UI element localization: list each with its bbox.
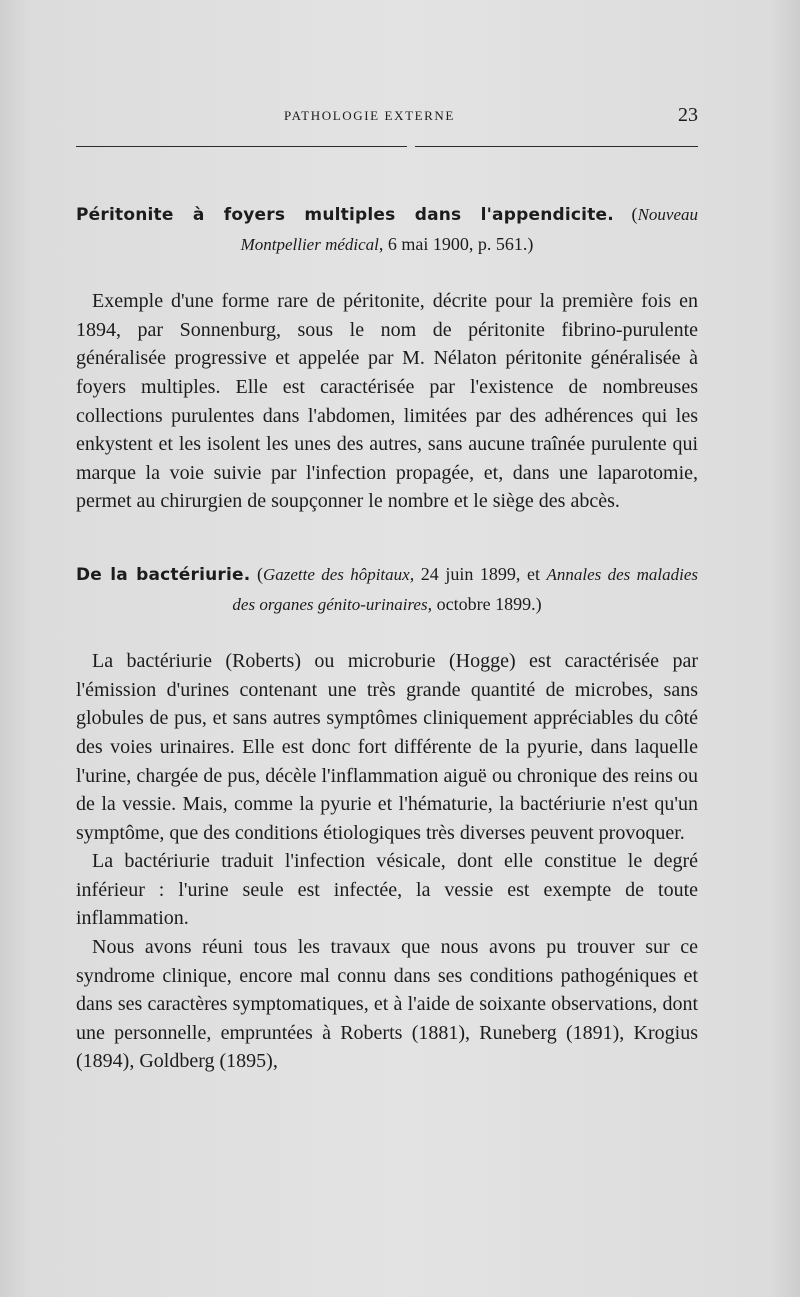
citation: (Nouveau Montpellier médical, 6 mai 1900, p. 561.) — [240, 204, 698, 254]
journal-name: Gazette des hôpitaux — [262, 564, 410, 584]
journal-name: Annales des maladies des organes génito-urinaires — [232, 564, 698, 614]
paragraph: Exemple d'une forme rare de péritonite, décrite pour la première fois en 1894, par Sonnenburg, sous le nom de péritonite fibrino-purulente généralisée progressive et appelée par M. Nélaton péritonite généralisée à foyers multiples. Elle est caractérisée par l'existence de nombreuses collections purulentes dans l'abdomen, limitées par des adhérences qui les enkystent et les isolent les unes des autres, sans aucune traînée purulente qui marque la voie suivie par l'infection propagée, et, dans une laparotomie, permet au chirurgien de soupçonner le nombre et le siège des abcès. — [76, 290, 698, 513]
entry-title — [76, 200, 698, 259]
paragraph: La bactériurie traduit l'infection vésicale, dont elle constitue le degré inférieur : l'urine seule est infectée, la vessie est exempte de toute inflammation. — [76, 850, 698, 930]
paragraph: Nous avons réuni tous les travaux que nous avons pu trouver sur ce syndrome clinique, encore mal connu dans ses conditions pathogéniques et dans ses caractères symptomatiques, et à l'aide de soixante observations, dont une personnelle, empruntées à Roberts (1881), Runeberg (1891), Krogius (1894), Goldberg (1895), — [76, 936, 698, 1073]
entry-bacteriurie — [76, 560, 698, 1076]
citation: (Gazette des hôpitaux, 24 juin 1899, et Annales des maladies des organes génito-urinaires, octobre 1899.) — [232, 563, 698, 614]
paragraph: La bactériurie (Roberts) ou microburie (Hogge) est caractérisée par l'émission d'urines contenant une très grande quantité de microbes, sans globules de pus, et sans autres symptômes cliniquement appréciables du côté des voies urinaires. Elle est donc fort différente de la pyurie, dans laquelle l'urine, chargée de pus, décèle l'inflammation aiguë ou chronique des reins ou de la vessie. Mais, comme la pyurie et l'hématurie, la bactériurie n'est qu'un symptôme, que des conditions étiologiques très diverses peuvent provoquer. — [76, 650, 698, 844]
running-title: PATHOLOGIE EXTERNE — [284, 108, 455, 123]
running-header — [76, 104, 700, 128]
entry-peritonite — [76, 200, 698, 516]
header-rule-gap — [407, 144, 415, 149]
page-content — [76, 200, 698, 1076]
header-rule — [76, 146, 698, 147]
entry-title — [76, 560, 698, 619]
entry-heading: Péritonite à foyers multiples dans l'appendicite. — [76, 205, 614, 225]
entry-heading: De la bactériurie. — [76, 564, 251, 585]
page-number: 23 — [678, 104, 698, 126]
journal-name: Nouveau Montpellier médical — [240, 205, 698, 254]
